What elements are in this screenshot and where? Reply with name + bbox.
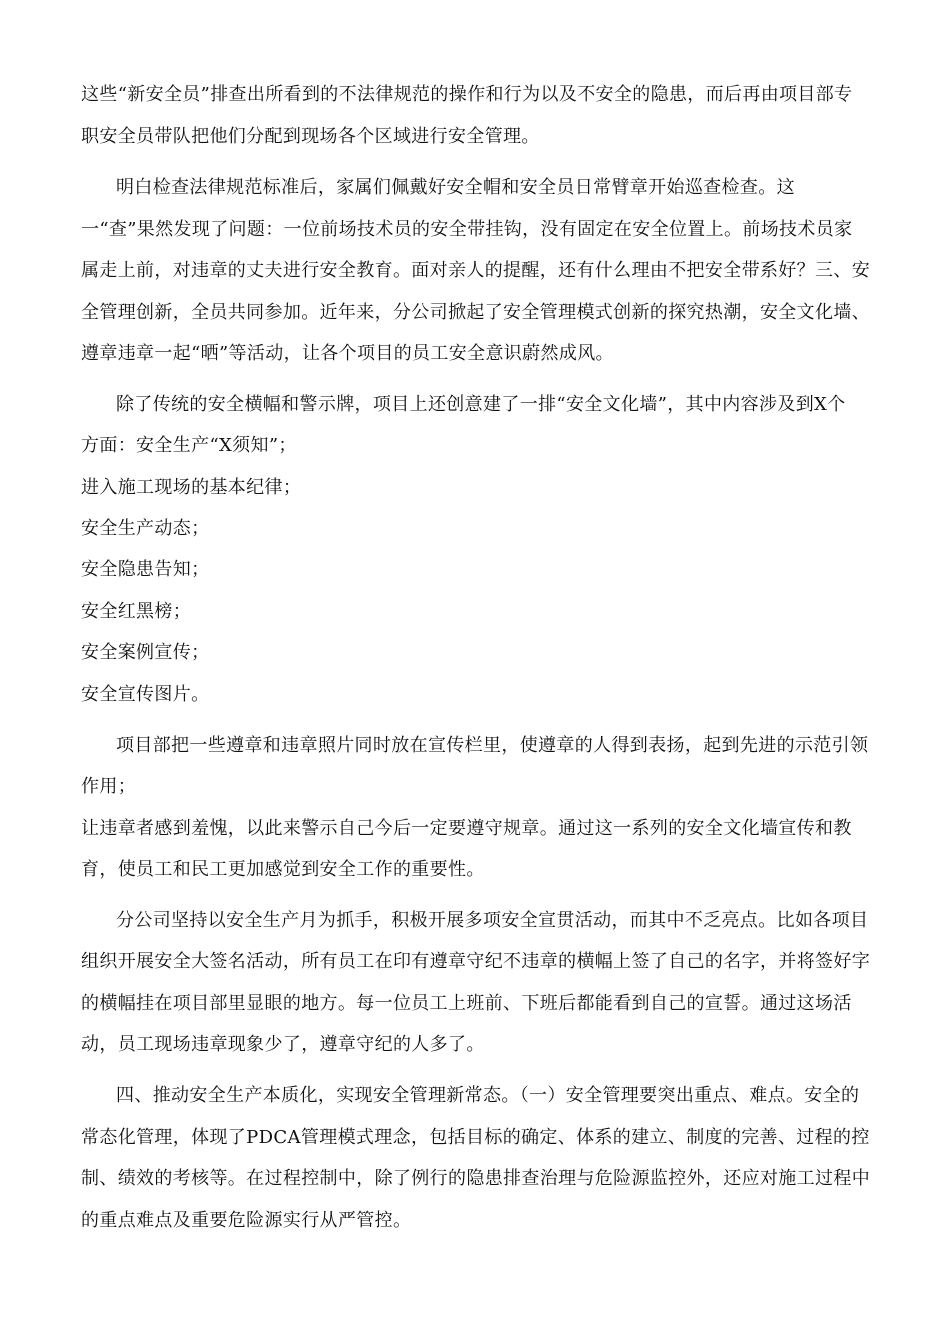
text-line: 全管理创新，全员共同参加。近年来，分公司掀起了安全管理模式创新的探究热潮，安全文化墙、 xyxy=(81,302,871,323)
text-line: 属走上前，对违章的丈夫进行安全教育。面对亲人的提醒，还有什么理由不把安全带系好？三、安 xyxy=(81,260,871,281)
text-line: 动，员工现场违章现象少了，遵章守纪的人多了。 xyxy=(81,1034,485,1055)
text-line: 常态化管理，体现了PDCA管理模式理念，包括目标的确定、体系的建立、制度的完善、过程的控 xyxy=(81,1127,870,1148)
text-line: 的横幅挂在项目部里显眼的地方。每一位员工上班前、下班后都能看到自己的宣誓。通过这场活 xyxy=(81,993,852,1014)
paragraph-start-line: 分公司坚持以安全生产月为抓手，积极开展多项安全宣贯活动，而其中不乏亮点。比如各项目 xyxy=(116,910,869,931)
paragraph-start-line: 四、推动安全生产本质化，实现安全管理新常态。（一）安全管理要突出重点、难点。安全的 xyxy=(116,1085,860,1106)
text-line: 这些“新安全员”排查出所看到的不法律规范的操作和行为以及不安全的隐患，而后再由项目部专 xyxy=(81,84,853,105)
text-line: 育，使员工和民工更加感觉到安全工作的重要性。 xyxy=(81,859,485,880)
list-item: 进入施工现场的基本纪律； xyxy=(81,477,302,498)
list-item: 安全宣传图片。 xyxy=(81,684,210,705)
text-line: 制、绩效的考核等。在过程控制中，除了例行的隐患排查治理与危险源监控外，还应对施工过程中 xyxy=(81,1168,871,1189)
list-item: 安全红黑榜； xyxy=(81,601,192,622)
list-item: 安全隐患告知； xyxy=(81,559,210,580)
text-line: 一“查”果然发现了问题：一位前场技术员的安全带挂钩，没有固定在安全位置上。前场技术员家 xyxy=(81,219,853,240)
text-line: 让违章者感到羞愧，以此来警示自己今后一定要遵守规章。通过这一系列的安全文化墙宣传和教 xyxy=(81,818,852,839)
paragraph-start-line: 明白检查法律规范标准后，家属们佩戴好安全帽和安全员日常臂章开始巡查检查。这 xyxy=(116,177,795,198)
list-item: 安全生产动态； xyxy=(81,518,210,539)
text-line: 遵章违章一起“晒”等活动，让各个项目的员工安全意识蔚然成风。 xyxy=(81,343,614,364)
paragraph-start-line: 项目部把一些遵章和违章照片同时放在宣传栏里，使遵章的人得到表扬，起到先进的示范引领 xyxy=(116,735,869,756)
paragraph-start-line: 除了传统的安全横幅和警示牌，项目上还创意建了一排“安全文化墙”，其中内容涉及到X个 xyxy=(116,394,846,415)
text-line: 作用； xyxy=(81,776,137,797)
text-line: 的重点难点及重要危险源实行从严管控。 xyxy=(81,1210,412,1231)
text-line: 方面：安全生产“X须知”； xyxy=(81,435,297,456)
text-line: 组织开展安全大签名活动，所有员工在印有遵章守纪不违章的横幅上签了自己的名字，并将签好字 xyxy=(81,951,871,972)
text-line: 职安全员带队把他们分配到现场各个区域进行安全管理。 xyxy=(81,126,540,147)
list-item: 安全案例宣传； xyxy=(81,642,210,663)
